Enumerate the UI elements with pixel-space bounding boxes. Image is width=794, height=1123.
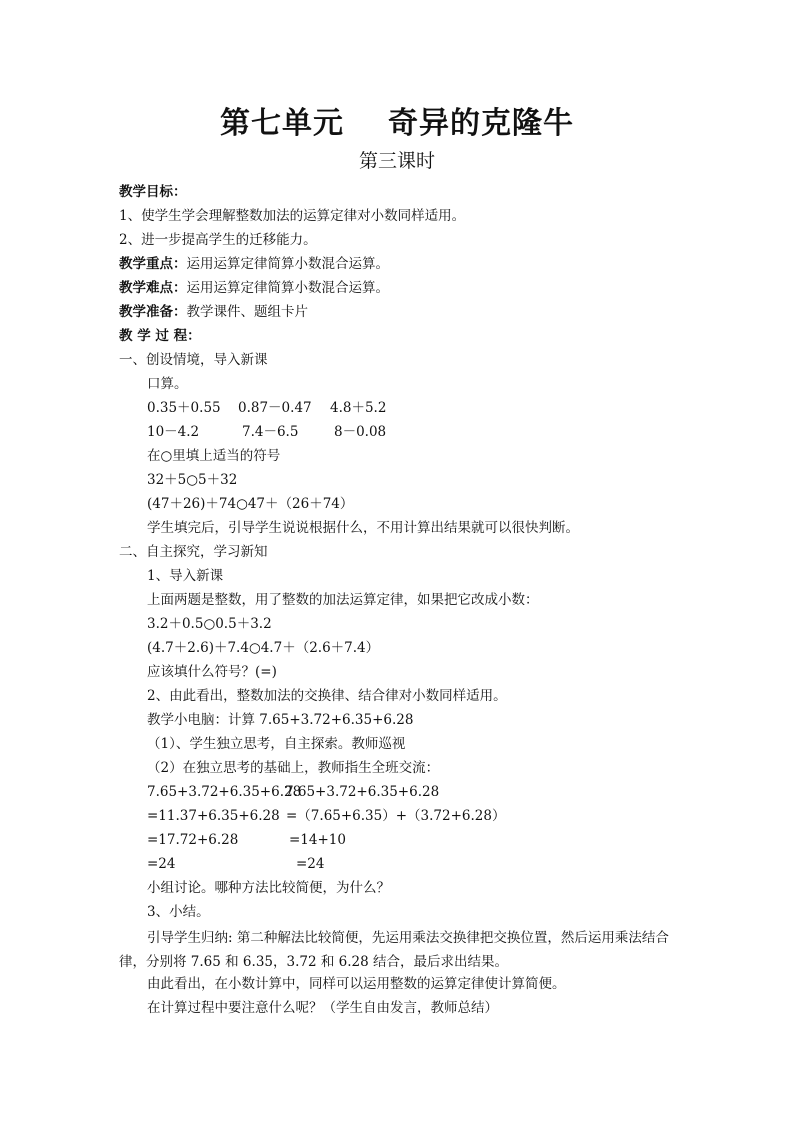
- conclusion: 由此看出，在小数计算中，同样可以运用整数的运算定律使计算简便。: [147, 976, 566, 992]
- decimal-equation: 3.2＋0.5○0.5＋3.2: [147, 616, 272, 632]
- calc-method-a: =24: [147, 856, 176, 872]
- computer-task: 教学小电脑：计算 7.65+3.72+6.35+6.28: [147, 712, 414, 728]
- subsection-2: 2、由此看出，整数加法的交换律、结合律对小数同样适用。: [147, 688, 507, 704]
- subsection-3: 3、小结。: [147, 904, 210, 920]
- difficulty-text: 运用运算定律简算小数混合运算。: [186, 280, 389, 296]
- oral-problem: 7.4－6.5: [242, 424, 299, 440]
- process-heading: 教 学 过 程：: [119, 328, 201, 344]
- step-2: （2）在独立思考的基础上，教师指生全班交流：: [147, 760, 440, 776]
- intro-text: 上面两题是整数，用了整数的加法运算定律，如果把它改成小数：: [147, 592, 539, 608]
- key-point-text: 运用运算定律简算小数混合运算。: [186, 256, 389, 272]
- goals-heading: 教学目标：: [119, 184, 187, 200]
- calc-method-b: =24: [296, 856, 325, 872]
- prep-label: 教学准备：: [119, 304, 187, 320]
- fill-instruction: 在○里填上适当的符号: [147, 448, 281, 464]
- attention-question: 在计算过程中要注意什么呢？（学生自由发言，教师总结）: [147, 1000, 498, 1016]
- calc-method-a: =11.37+6.35+6.28: [147, 808, 280, 824]
- section1-note: 学生填完后，引导学生说说根据什么，不用计算出结果就可以很快判断。: [147, 520, 579, 536]
- calc-method-a: =17.72+6.28: [147, 832, 239, 848]
- subsection-1: 1、导入新课: [147, 568, 224, 584]
- group-discussion: 小组讨论。哪种方法比较简便，为什么？: [147, 880, 390, 896]
- lesson-period: 第三课时: [358, 150, 435, 172]
- prep-text: 教学课件、题组卡片: [186, 304, 308, 320]
- calc-method-a: 7.65+3.72+6.35+6.28: [147, 784, 302, 800]
- decimal-equation: (4.7＋2.6)＋7.4○4.7＋（2.6＋7.4）: [147, 640, 380, 656]
- step-1: （1）、学生独立思考，自主探索。教师巡视: [147, 736, 406, 752]
- preparation: [119, 303, 308, 321]
- fill-equation: 32＋5○5＋32: [147, 472, 238, 488]
- oral-problem: 0.35＋0.55: [147, 400, 221, 416]
- calc-method-b: =（7.65+6.35）+（3.72+6.28）: [286, 808, 506, 824]
- difficulty: [119, 279, 389, 297]
- goal-item: 1、使学生学会理解整数加法的运算定律对小数同样适用。: [119, 208, 466, 224]
- section2-heading: 二、自主探究，学习新知: [119, 544, 268, 560]
- title-lesson-name: 奇异的克隆牛: [388, 106, 574, 141]
- oral-problem: 10－4.2: [147, 424, 200, 440]
- key-point: [119, 255, 389, 273]
- document-title: [0, 98, 794, 142]
- oral-problem: 0.87－0.47: [238, 400, 312, 416]
- oral-problem: 4.8＋5.2: [330, 400, 387, 416]
- calc-method-b: 7.65+3.72+6.35+6.28: [285, 784, 440, 800]
- goal-item: 2、进一步提高学生的迁移能力。: [119, 232, 317, 248]
- difficulty-label: 教学难点：: [119, 280, 187, 296]
- oral-label: 口算。: [147, 376, 188, 392]
- summary-paragraph: 引导学生归纳: 第二种解法比较简便，先运用乘法交换律把交换位置，然后运用乘法结合律，分别将 7.65 和 6.35，3.72 和 6.28 结合，最后求出结果。: [119, 930, 669, 970]
- oral-problem: 8－0.08: [334, 424, 387, 440]
- title-unit: 第七单元: [220, 106, 344, 141]
- calc-method-b: =14+10: [289, 832, 346, 848]
- symbol-question: 应该填什么符号？(=): [147, 664, 277, 680]
- fill-equation: (47＋26)＋74○47＋（26＋74）: [147, 496, 354, 512]
- key-point-label: 教学重点：: [119, 256, 187, 272]
- section1-heading: 一、创设情境，导入新课: [119, 352, 268, 368]
